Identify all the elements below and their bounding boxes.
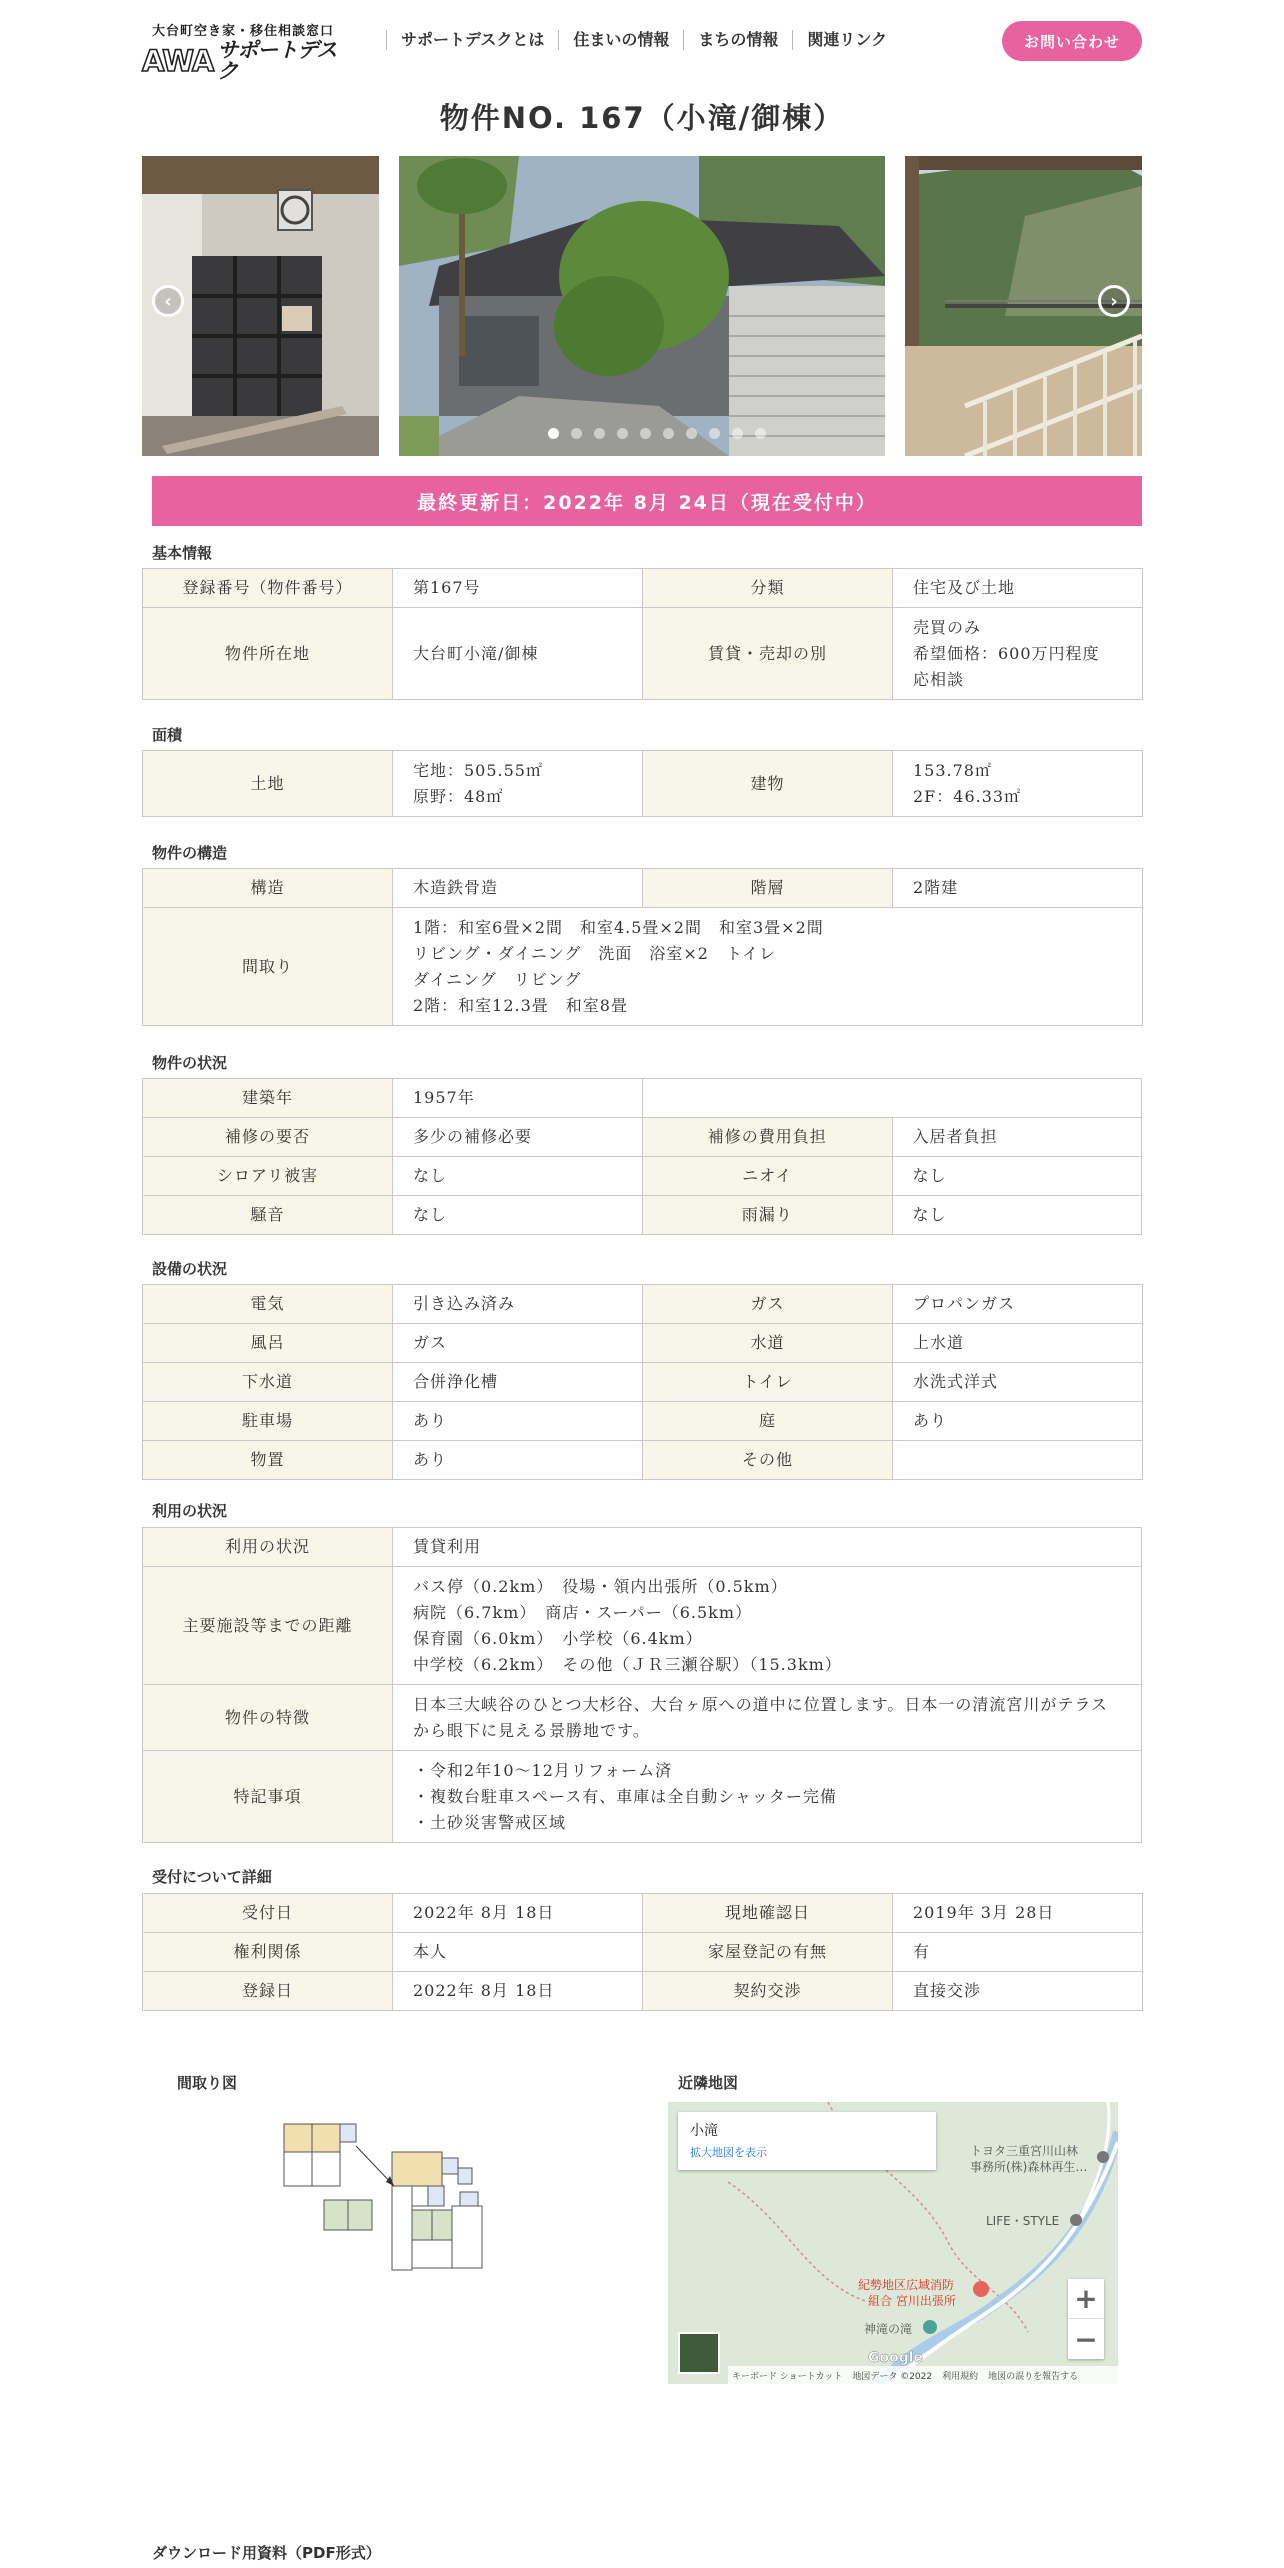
carousel-next-icon[interactable]: › (1098, 285, 1130, 317)
cell-value: 直接交渉 (893, 1972, 1143, 2011)
cell-label: 庭 (643, 1402, 893, 1441)
cell-label: 雨漏り (643, 1196, 893, 1235)
photo-carousel (142, 156, 1142, 456)
facilities-table (142, 1284, 1143, 1480)
cell-label: その他 (643, 1441, 893, 1480)
cell-label: 分類 (643, 569, 893, 608)
cell-label: ニオイ (643, 1157, 893, 1196)
map-shortcuts-link[interactable]: キーボード ショートカット (732, 2371, 843, 2382)
nav-item-housing[interactable]: 住まいの情報 (558, 30, 683, 50)
cell-empty (643, 1079, 1142, 1118)
floorplan-title: 間取り図 (177, 2074, 238, 2092)
map-label: 紀勢地区広域消防 (858, 2278, 955, 2292)
main-nav (386, 30, 901, 50)
cell-value: プロパンガス (893, 1285, 1143, 1324)
floorplan-image[interactable] (282, 2110, 502, 2272)
carousel-dot[interactable] (594, 428, 605, 439)
cell-value: 売買のみ 希望価格：600万円程度 応相談 (893, 608, 1143, 700)
cell-label: 物件所在地 (143, 608, 393, 700)
cell-value: 多少の補修必要 (393, 1118, 643, 1157)
cell-value: なし (892, 1157, 1142, 1196)
cell-value: 本人 (393, 1933, 643, 1972)
map-label: 神滝の滝 (864, 2322, 913, 2336)
cell-label: 建築年 (143, 1079, 393, 1118)
cell-value: 第167号 (393, 569, 643, 608)
site-logo[interactable] (142, 18, 352, 83)
cell-value: 住宅及び土地 (893, 569, 1143, 608)
cell-value: 入居者負担 (892, 1118, 1142, 1157)
cell-label: 権利関係 (143, 1933, 393, 1972)
cell-value: なし (393, 1196, 643, 1235)
cell-value: 2022年 8月 18日 (393, 1894, 643, 1933)
section-title-usage: 利用の状況 (152, 1502, 228, 1520)
cell-label: 電気 (143, 1285, 393, 1324)
table-row (143, 1528, 1142, 1567)
cell-value: 大台町小滝/御棟 (393, 608, 643, 700)
cell-value: 賃貸利用 (393, 1528, 1142, 1567)
carousel-prev-icon[interactable]: ‹ (152, 285, 184, 317)
cell-label: 水道 (643, 1324, 893, 1363)
cell-label: 土地 (143, 751, 393, 817)
nav-item-town[interactable]: まちの情報 (683, 30, 792, 50)
map-label: トヨタ三重宮川山林 (970, 2144, 1079, 2158)
cell-label: 建物 (643, 751, 893, 817)
cell-label: 特記事項 (143, 1751, 393, 1843)
cell-value: 2019年 3月 28日 (893, 1894, 1143, 1933)
cell-label: 賃貸・売却の別 (643, 608, 893, 700)
download-title: ダウンロード用資料（PDF形式） (152, 2544, 381, 2562)
map-terms-link[interactable]: 利用規約 (942, 2371, 979, 2382)
cell-value: なし (393, 1157, 643, 1196)
cell-label: 風呂 (143, 1324, 393, 1363)
contact-button[interactable]: お問い合わせ (1002, 21, 1142, 61)
usage-table (142, 1527, 1142, 1843)
cell-label: 階層 (643, 869, 893, 908)
table-row (143, 1441, 1143, 1480)
table-row (143, 1324, 1143, 1363)
carousel-dot[interactable] (686, 428, 697, 439)
cell-value: 1階：和室6畳×2間 和室4.5畳×2間 和室3畳×2間 リビング・ダイニング 洗面 浴室×2 トイレ ダイニング リビング 2階：和室12.3畳 和室8畳 (393, 908, 1143, 1026)
cell-value: あり (393, 1402, 643, 1441)
section-title-condition: 物件の状況 (152, 1054, 228, 1072)
map-place-name: 小滝 (690, 2123, 718, 2139)
section-title-area: 面積 (152, 726, 183, 744)
map-title: 近隣地図 (678, 2074, 739, 2092)
reception-table (142, 1893, 1143, 2011)
map-report-link[interactable]: 地図の誤りを報告する (988, 2371, 1079, 2382)
carousel-dot[interactable] (571, 428, 582, 439)
table-row (143, 751, 1143, 817)
site-header (0, 0, 1284, 84)
table-row (143, 608, 1143, 700)
cell-value: あり (393, 1441, 643, 1480)
cell-value: 2階建 (893, 869, 1143, 908)
cell-value: 合併浄化槽 (393, 1363, 643, 1402)
cell-value: 上水道 (893, 1324, 1143, 1363)
cell-label: 構造 (143, 869, 393, 908)
section-title-structure: 物件の構造 (152, 844, 228, 862)
cell-label: 補修の費用負担 (643, 1118, 893, 1157)
table-row (143, 1157, 1142, 1196)
zoom-in-button[interactable]: + (1068, 2279, 1104, 2319)
nearby-map[interactable] (668, 2102, 1118, 2384)
carousel-dot[interactable] (732, 428, 743, 439)
table-row (143, 869, 1143, 908)
logo-awa: AWA (142, 43, 214, 78)
map-zoom-controls (1068, 2279, 1104, 2359)
logo-tagline: 大台町空き家・移住相談窓口 (152, 24, 335, 39)
cell-label: 利用の状況 (143, 1528, 393, 1567)
basic-info-table (142, 568, 1143, 700)
cell-label: 物置 (143, 1441, 393, 1480)
carousel-photo-current[interactable] (399, 156, 885, 456)
cell-value: ・令和2年10～12月リフォーム済 ・複数台駐車スペース有、車庫は全自動シャッター完備 ・土砂災害警戒区域 (393, 1751, 1142, 1843)
cell-label: 登録番号（物件番号） (143, 569, 393, 608)
cell-value: 木造鉄骨造 (393, 869, 643, 908)
carousel-dot[interactable] (709, 428, 720, 439)
table-row (143, 569, 1143, 608)
cell-value: ガス (393, 1324, 643, 1363)
section-title-reception: 受付について詳細 (152, 1868, 272, 1886)
cell-value: 日本三大峡谷のひとつ大杉谷、大台ヶ原への道中に位置します。日本一の清流宮川がテラスから眼下に見える景勝地です。 (393, 1685, 1142, 1751)
cell-value: 宅地：505.55㎡ 原野：48㎡ (393, 751, 643, 817)
table-row (143, 1751, 1142, 1843)
cell-value: バス停（0.2km） 役場・領内出張所（0.5km） 病院（6.7km） 商店・スーパー（6.5km） 保育園（6.0km） 小学校（6.4km） 中学校（6.2km） その他（ＪＲ三瀬谷駅）（15.3km） (393, 1567, 1142, 1685)
table-row (143, 1402, 1143, 1441)
last-updated-banner: 最終更新日：2022年 8月 24日（現在受付中） (152, 476, 1142, 526)
cell-label: 主要施設等までの距離 (143, 1567, 393, 1685)
cell-label: 下水道 (143, 1363, 393, 1402)
condition-table (142, 1078, 1142, 1235)
carousel-dot[interactable] (548, 428, 559, 439)
table-row (143, 1933, 1143, 1972)
map-footer (728, 2366, 1118, 2384)
carousel-dot[interactable] (640, 428, 651, 439)
cell-label: 補修の要否 (143, 1118, 393, 1157)
cell-label: 登録日 (143, 1972, 393, 2011)
cell-label: シロアリ被害 (143, 1157, 393, 1196)
cell-value: 2022年 8月 18日 (393, 1972, 643, 2011)
structure-table (142, 868, 1143, 1026)
logo-name: サポートデスク (217, 38, 337, 83)
carousel-dot[interactable] (617, 428, 628, 439)
cell-value: 有 (893, 1933, 1143, 1972)
cell-label: 家屋登記の有無 (643, 1933, 893, 1972)
cell-value: 水洗式洋式 (893, 1363, 1143, 1402)
cell-label: 物件の特徴 (143, 1685, 393, 1751)
table-row (143, 1196, 1142, 1235)
google-logo: Google (868, 2350, 924, 2366)
table-row (143, 1567, 1142, 1685)
cell-label: 騒音 (143, 1196, 393, 1235)
map-data-credit: 地図データ ©2022 (852, 2371, 933, 2382)
map-enlarge-link[interactable]: 拡大地図を表示 (690, 2146, 767, 2159)
area-table (142, 750, 1143, 817)
cell-label: 契約交渉 (643, 1972, 893, 2011)
cell-value: なし (892, 1196, 1142, 1235)
table-row (143, 1285, 1143, 1324)
carousel-dot[interactable] (755, 428, 766, 439)
zoom-out-button[interactable]: − (1074, 2322, 1098, 2356)
table-row (143, 1972, 1143, 2011)
page-title: 物件NO. 167（小滝/御棟） (439, 101, 845, 135)
nav-item-links[interactable]: 関連リンク (792, 30, 901, 50)
carousel-dots (548, 428, 766, 439)
cell-label: 現地確認日 (643, 1894, 893, 1933)
cell-label: 受付日 (143, 1894, 393, 1933)
carousel-dot[interactable] (663, 428, 674, 439)
cell-value: 引き込み済み (393, 1285, 643, 1324)
table-row (143, 1079, 1142, 1118)
map-satellite-toggle[interactable] (678, 2332, 720, 2374)
map-label: 組合 宮川出張所 (868, 2294, 956, 2308)
cell-value: 1957年 (393, 1079, 643, 1118)
cell-value: 153.78㎡ 2F：46.33㎡ (893, 751, 1143, 817)
cell-label: 間取り (143, 908, 393, 1026)
map-place-card (678, 2112, 936, 2170)
table-row (143, 908, 1143, 1026)
map-label: 事務所(株)森林再生… (970, 2160, 1088, 2174)
table-row (143, 1685, 1142, 1751)
section-title-basic: 基本情報 (152, 544, 213, 562)
table-row (143, 1363, 1143, 1402)
table-row (143, 1894, 1143, 1933)
map-label: LIFE・STYLE (986, 2214, 1060, 2228)
section-title-facilities: 設備の状況 (152, 1260, 228, 1278)
cell-label: 駐車場 (143, 1402, 393, 1441)
cell-value: あり (893, 1402, 1143, 1441)
cell-value (893, 1441, 1143, 1480)
nav-item-about[interactable]: サポートデスクとは (386, 30, 558, 50)
cell-label: トイレ (643, 1363, 893, 1402)
cell-label: ガス (643, 1285, 893, 1324)
table-row (143, 1118, 1142, 1157)
